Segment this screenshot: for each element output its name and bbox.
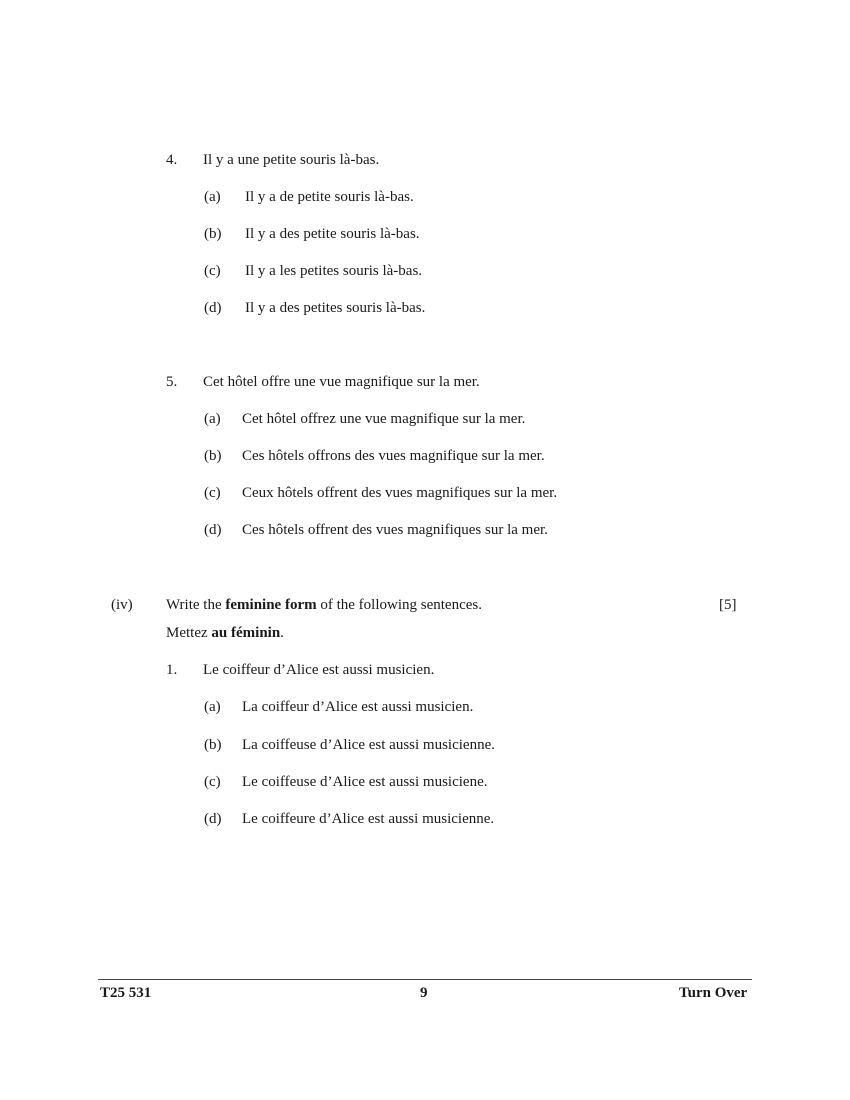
question-5-number: 5. <box>166 374 178 390</box>
iv-q1-option-a-text: La coiffeur d’Alice est aussi musicien. <box>242 699 474 715</box>
section-iv-marks: [5] <box>719 597 737 613</box>
q5-option-c-text: Ceux hôtels offrent des vues magnifiques sur la mer. <box>242 485 558 501</box>
instruction-post: of the following sentences. <box>316 597 482 613</box>
q4-option-d-label: (d) <box>204 300 222 316</box>
iv-q1-option-d-label: (d) <box>204 811 222 827</box>
iv-q1-option-d-text: Le coiffeure d’Alice est aussi musicienne. <box>242 811 495 827</box>
q4-option-c-text: Il y a les petites souris là-bas. <box>245 263 423 279</box>
q5-option-d-text: Ces hôtels offrent des vues magnifiques sur la mer. <box>242 522 548 538</box>
iv-q1-option-b-label: (b) <box>204 737 222 753</box>
footer-turn-over: Turn Over <box>679 985 748 1001</box>
french-bold: au féminin <box>211 625 281 641</box>
footer-paper-code: T25 531 <box>100 985 152 1001</box>
iv-q1-option-c-label: (c) <box>204 774 221 790</box>
q5-option-a-label: (a) <box>204 411 221 427</box>
iv-q1-option-a-label: (a) <box>204 699 221 715</box>
footer-rule <box>98 979 752 980</box>
instruction-pre: Write the <box>166 597 226 613</box>
q4-option-b-label: (b) <box>204 226 222 242</box>
q4-option-a-label: (a) <box>204 189 221 205</box>
french-pre: Mettez <box>166 625 212 641</box>
q4-option-b-text: Il y a des petite souris là-bas. <box>245 226 420 242</box>
iv-question-1-stem: Le coiffeur d’Alice est aussi musicien. <box>203 662 435 678</box>
french-post: . <box>280 625 284 641</box>
q5-option-c-label: (c) <box>204 485 221 501</box>
question-4-stem: Il y a une petite souris là-bas. <box>203 152 380 168</box>
question-4-number: 4. <box>166 152 178 168</box>
q5-option-b-text: Ces hôtels offrons des vues magnifique sur la mer. <box>242 448 545 464</box>
section-iv-label: (iv) <box>111 597 133 613</box>
section-iv-french-instruction <box>166 624 284 642</box>
q4-option-a-text: Il y a de petite souris là-bas. <box>245 189 414 205</box>
q5-option-a-text: Cet hôtel offrez une vue magnifique sur la mer. <box>242 411 526 427</box>
q5-option-b-label: (b) <box>204 448 222 464</box>
iv-q1-option-b-text: La coiffeuse d’Alice est aussi musicienne. <box>242 737 495 753</box>
question-5-stem: Cet hôtel offre une vue magnifique sur la mer. <box>203 374 480 390</box>
q4-option-c-label: (c) <box>204 263 221 279</box>
footer-page-number: 9 <box>420 985 428 1001</box>
instruction-bold: feminine form <box>225 597 317 613</box>
iv-question-1-number: 1. <box>166 662 178 678</box>
section-iv-instruction <box>166 596 482 614</box>
iv-q1-option-c-text: Le coiffeuse d’Alice est aussi musiciene. <box>242 774 488 790</box>
q5-option-d-label: (d) <box>204 522 222 538</box>
q4-option-d-text: Il y a des petites souris là-bas. <box>245 300 426 316</box>
